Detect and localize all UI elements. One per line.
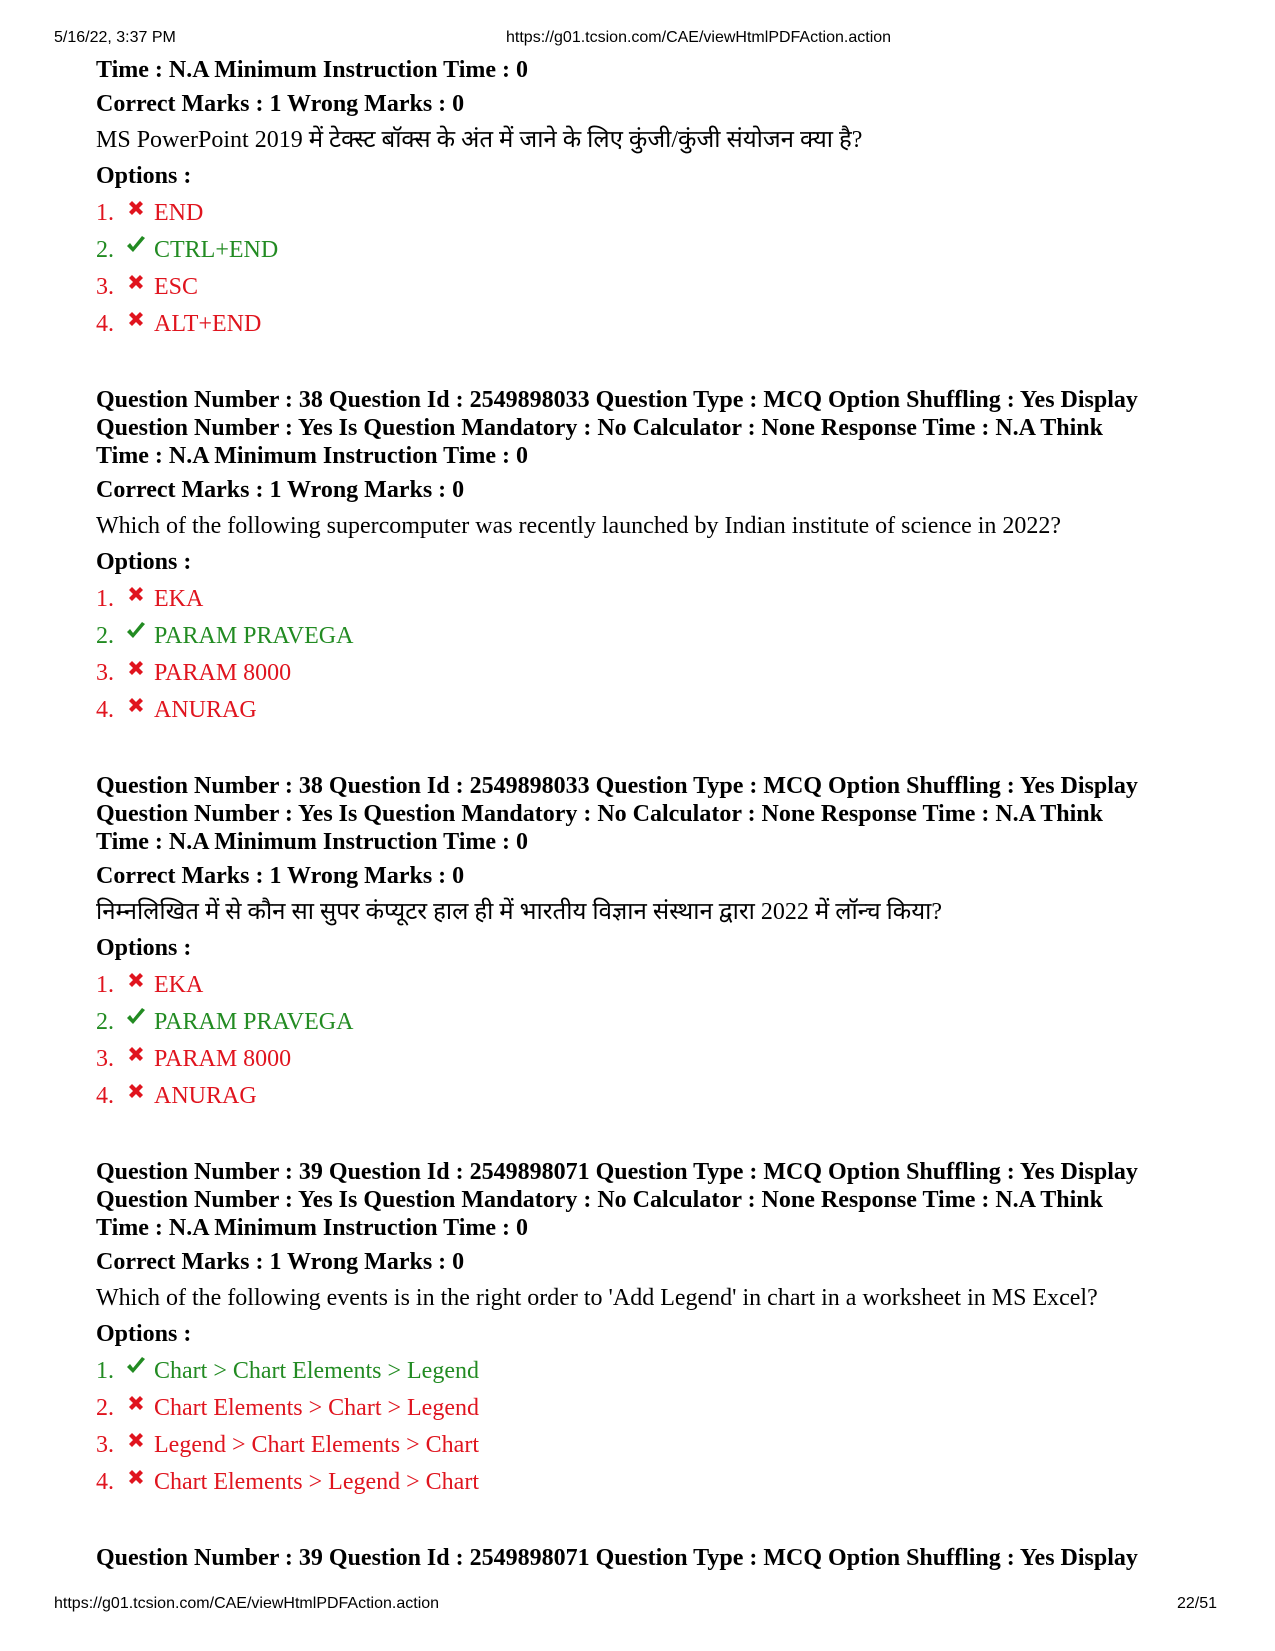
option-number: 1. — [96, 585, 114, 612]
option-item — [96, 654, 1216, 691]
option-item — [96, 1426, 1216, 1463]
option-item — [96, 268, 1216, 305]
option-text: PARAM PRAVEGA — [154, 1008, 354, 1035]
question-meta-line: Question Number : 39 Question Id : 2549898071 Question Type : MCQ Option Shuffling : Yes Display — [96, 1159, 1138, 1185]
question-meta — [96, 386, 1216, 470]
page-indicator: 22/51 — [1177, 1595, 1218, 1612]
option-number: 2. — [96, 236, 114, 263]
option-number: 4. — [96, 310, 114, 337]
option-item — [96, 1463, 1216, 1500]
option-item — [96, 1040, 1216, 1077]
option-number: 4. — [96, 1082, 114, 1109]
option-text: EKA — [154, 585, 204, 612]
question-block — [96, 386, 1216, 728]
options-list — [96, 580, 1216, 728]
marks-line: Correct Marks : 1 Wrong Marks : 0 — [96, 863, 465, 889]
option-number: 3. — [96, 1045, 114, 1072]
question-meta-line: Question Number : 39 Question Id : 2549898071 Question Type : MCQ Option Shuffling : Yes Display — [96, 1545, 1138, 1571]
cross-icon — [124, 1390, 148, 1414]
print-timestamp: 5/16/22, 3:37 PM — [54, 29, 176, 46]
option-number: 1. — [96, 199, 114, 226]
question-fragment-top — [96, 56, 1216, 342]
option-item — [96, 1352, 1216, 1389]
question-meta-line: Question Number : 38 Question Id : 2549898033 Question Type : MCQ Option Shuffling : Yes Display — [96, 387, 1138, 413]
option-text: Chart Elements > Legend > Chart — [154, 1468, 479, 1495]
options-list — [96, 1352, 1216, 1500]
option-number: 3. — [96, 273, 114, 300]
option-item — [96, 194, 1216, 231]
option-number: 1. — [96, 1357, 114, 1384]
question-block-next — [96, 1544, 1216, 1572]
print-url-footer: https://g01.tcsion.com/CAE/viewHtmlPDFAction.action — [54, 1595, 440, 1612]
option-item — [96, 1077, 1216, 1114]
option-number: 1. — [96, 971, 114, 998]
check-icon — [124, 618, 148, 642]
option-text: PARAM 8000 — [154, 659, 292, 686]
question-meta — [96, 1158, 1216, 1242]
option-text: PARAM 8000 — [154, 1045, 292, 1072]
option-number: 4. — [96, 696, 114, 723]
question-meta-line: Time : N.A Minimum Instruction Time : 0 — [96, 1215, 529, 1241]
cross-icon — [124, 1427, 148, 1451]
option-item — [96, 1389, 1216, 1426]
question-text: Which of the following events is in the right order to 'Add Legend' in chart in a worksheet in MS Excel? — [96, 1285, 1098, 1311]
option-text: ESC — [154, 273, 199, 300]
marks-line: Correct Marks : 1 Wrong Marks : 0 — [96, 1249, 465, 1275]
option-text: ANURAG — [154, 696, 257, 723]
question-paper — [96, 56, 1216, 1572]
cross-icon — [124, 655, 148, 679]
question-meta-line: Time : N.A Minimum Instruction Time : 0 — [96, 829, 529, 855]
options-heading: Options : — [96, 549, 192, 575]
option-item — [96, 691, 1216, 728]
option-text: PARAM PRAVEGA — [154, 622, 354, 649]
option-text: Legend > Chart Elements > Chart — [154, 1431, 479, 1458]
option-text: CTRL+END — [154, 236, 279, 263]
cross-icon — [124, 967, 148, 991]
check-icon — [124, 1353, 148, 1377]
check-icon — [124, 1004, 148, 1028]
question-meta-tail: Time : N.A Minimum Instruction Time : 0 — [96, 57, 529, 83]
question-block — [96, 772, 1216, 1114]
options-list — [96, 194, 1216, 342]
option-text: ALT+END — [154, 310, 262, 337]
option-item — [96, 231, 1216, 268]
options-heading: Options : — [96, 935, 192, 961]
option-text: EKA — [154, 971, 204, 998]
cross-icon — [124, 692, 148, 716]
option-item — [96, 580, 1216, 617]
question-text: निम्नलिखित में से कौन सा सुपर कंप्यूटर हाल ही में भारतीय विज्ञान संस्थान द्वारा 2022 में लॉन्च किया? — [96, 899, 942, 925]
options-list — [96, 966, 1216, 1114]
cross-icon — [124, 1464, 148, 1488]
question-meta-line: Time : N.A Minimum Instruction Time : 0 — [96, 443, 529, 469]
option-item — [96, 305, 1216, 342]
question-meta-line: Question Number : Yes Is Question Mandatory : No Calculator : None Response Time : N.A Think — [96, 801, 1103, 827]
options-heading: Options : — [96, 163, 192, 189]
option-number: 2. — [96, 622, 114, 649]
option-text: Chart > Chart Elements > Legend — [154, 1357, 479, 1384]
option-item — [96, 1003, 1216, 1040]
option-text: ANURAG — [154, 1082, 257, 1109]
option-number: 2. — [96, 1008, 114, 1035]
option-item — [96, 617, 1216, 654]
option-number: 2. — [96, 1394, 114, 1421]
question-meta — [96, 772, 1216, 856]
option-number: 4. — [96, 1468, 114, 1495]
cross-icon — [124, 1041, 148, 1065]
question-meta-line: Question Number : Yes Is Question Mandatory : No Calculator : None Response Time : N.A Think — [96, 1187, 1103, 1213]
question-text: MS PowerPoint 2019 में टेक्स्ट बॉक्स के अंत में जाने के लिए कुंजी/कुंजी संयोजन क्या है? — [96, 127, 863, 153]
option-number: 3. — [96, 1431, 114, 1458]
marks-line: Correct Marks : 1 Wrong Marks : 0 — [96, 477, 465, 503]
option-item — [96, 966, 1216, 1003]
cross-icon — [124, 306, 148, 330]
question-block — [96, 1158, 1216, 1500]
option-text: Chart Elements > Chart > Legend — [154, 1394, 479, 1421]
question-meta-line: Question Number : 38 Question Id : 2549898033 Question Type : MCQ Option Shuffling : Yes Display — [96, 773, 1138, 799]
cross-icon — [124, 269, 148, 293]
print-url-header: https://g01.tcsion.com/CAE/viewHtmlPDFAction.action — [506, 29, 892, 46]
question-meta-line: Question Number : Yes Is Question Mandatory : No Calculator : None Response Time : N.A Think — [96, 415, 1103, 441]
question-text: Which of the following supercomputer was recently launched by Indian institute of science in 2022? — [96, 513, 1062, 539]
option-number: 3. — [96, 659, 114, 686]
cross-icon — [124, 1078, 148, 1102]
check-icon — [124, 232, 148, 256]
options-heading: Options : — [96, 1321, 192, 1347]
option-text: END — [154, 199, 204, 226]
cross-icon — [124, 195, 148, 219]
marks-line: Correct Marks : 1 Wrong Marks : 0 — [96, 91, 465, 117]
cross-icon — [124, 581, 148, 605]
